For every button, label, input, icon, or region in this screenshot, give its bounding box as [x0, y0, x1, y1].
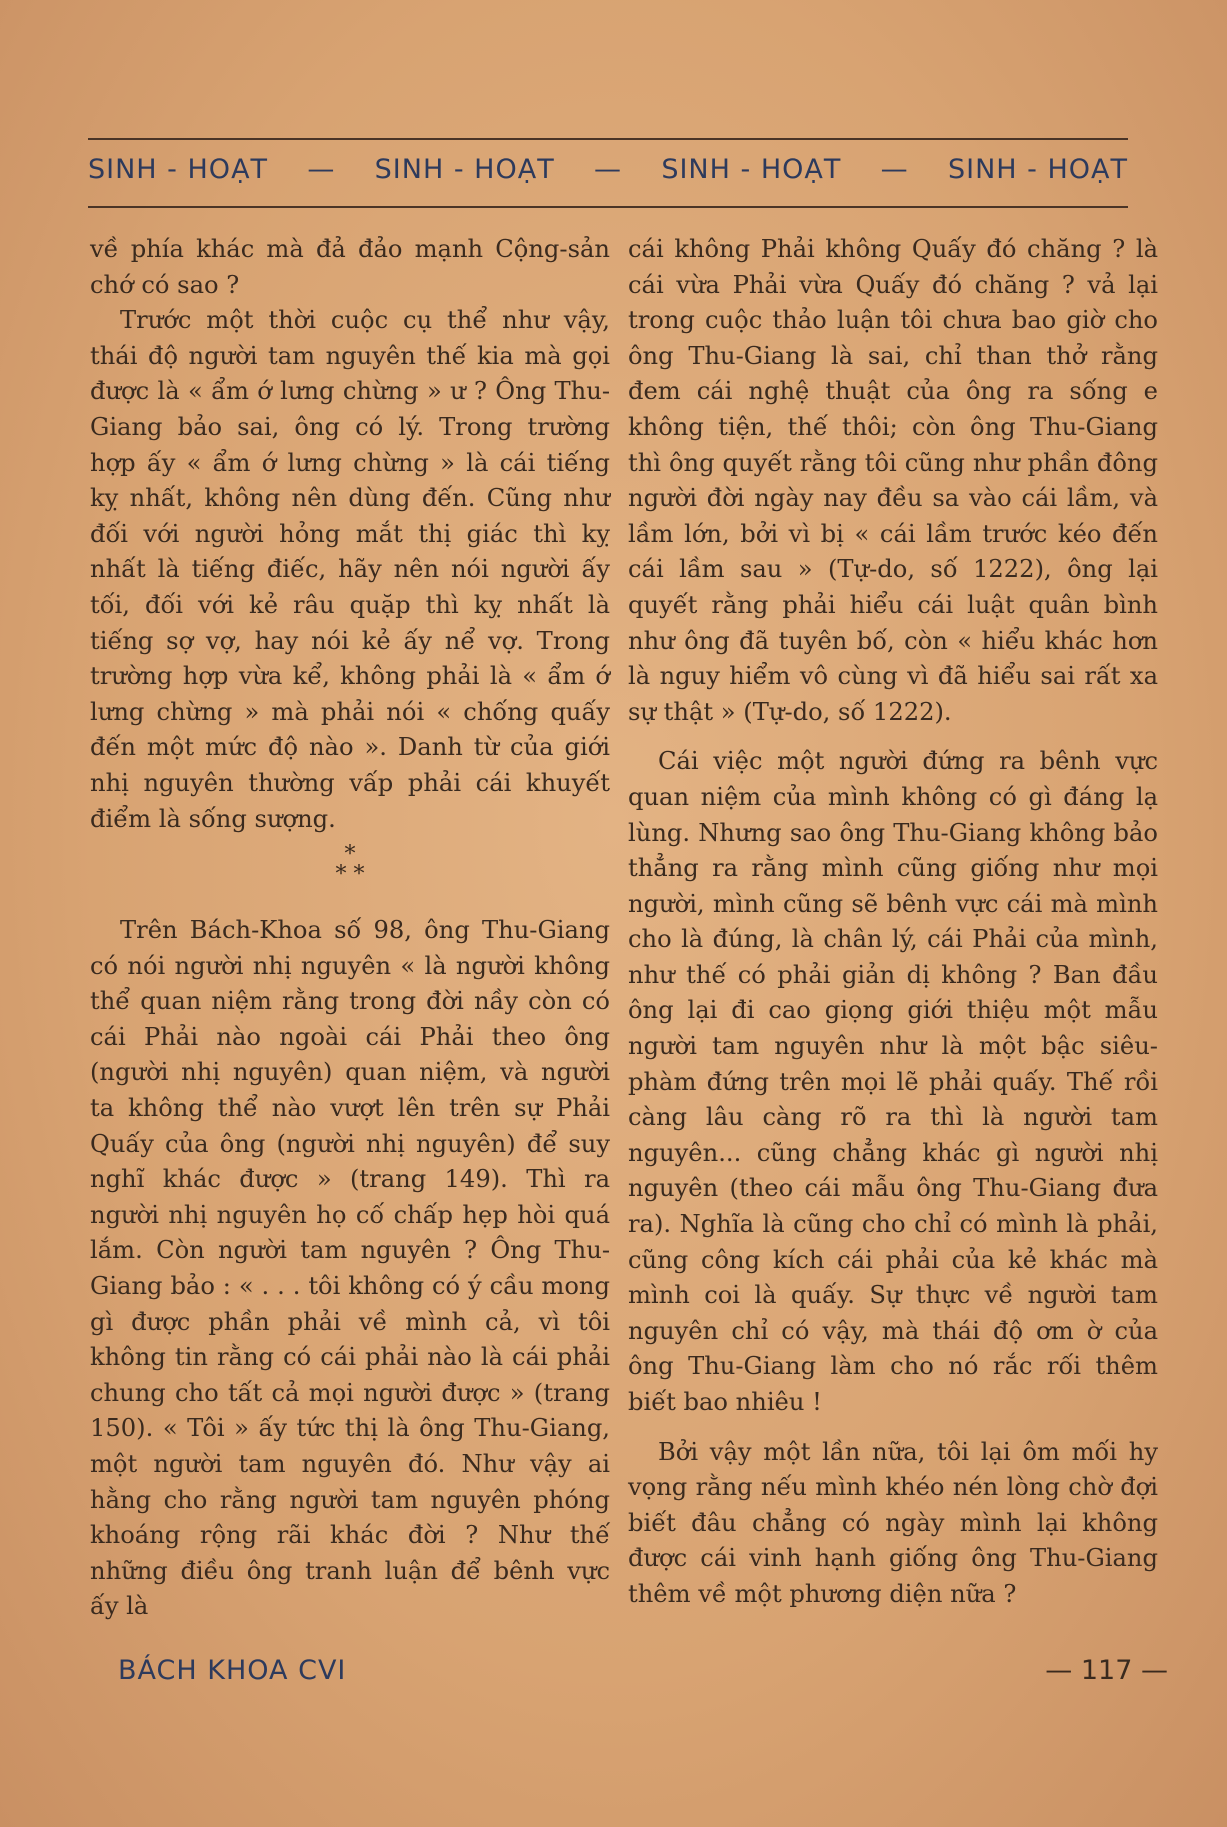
paragraph: Cái việc một người đứng ra bênh vực quan niệm của mình không có gì đáng lạ lùng. Nhưng sao ông Thu-Giang không bảo thẳng ra rằng mình cũng giống như mọi người, mình cũng sẽ bênh vực cái mà mình cho là đúng, là chân lý, cái Phải của mình, như thế có phải giản dị không ? Ban đầu ông lại đi cao giọng giới thiệu một mẫu người tam nguyên như là một bậc siêu-phàm đứng trên mọi lẽ phải quấy. Thế rồi càng lâu càng rõ ra thì là người tam nguyên... cũng chẳng khác gì người nhị nguyên (theo cái mẫu ông Thu-Giang đưa ra). Nghĩa là cũng cho chỉ có mình là phải, cũng công kích cái phải của kẻ khác mà mình coi là quấy. Sự thực về người tam nguyên chỉ có vậy, mà thái độ ơm ờ của ông Thu-Giang làm cho nó rắc rối thêm biết bao nhiêu ! [628, 747, 1158, 1416]
paragraph: Bởi vậy một lần nữa, tôi lại ôm mối hy vọng rằng nếu mình khéo nén lòng chờ đợi biết đâu chẳng có ngày mình lại không được cái vinh hạnh giống ông Thu-Giang thêm về một phương diện nữa ? [628, 1437, 1158, 1608]
header-label: SINH - HOẠT [661, 154, 842, 185]
paragraph: Trước một thời cuộc cụ thể như vậy, thái độ người tam nguyên thế kia mà gọi được là « ẩm ớ lưng chừng » ư ? Ông Thu-Giang bảo sai, ông có lý. Trong trường hợp ấy « ẩm ớ lưng chừng » là cái tiếng kỵ nhất, không nên dùng đến. Cũng như đối với người hỏng mắt thị giác thì kỵ nhất là tiếng điếc, hãy nên nói người ấy tối, đối với kẻ râu quặp thì kỵ nhất là tiếng sợ vợ, hay nói kẻ ấy nể vợ. Trong trường hợp vừa kể, không phải là « ẩm ớ lưng chừng » mà phải nói « chống quấy đến một mức độ nào ». Danh từ của giới nhị nguyên thường vấp phải cái khuyết điểm là sống sượng. [90, 306, 610, 833]
header-label: SINH - HOẠT [374, 154, 555, 185]
right-column [628, 232, 1158, 1613]
magazine-name: BÁCH KHOA CVI [118, 1655, 347, 1686]
stars-top: * [344, 842, 356, 868]
page-number: — 117 — [1045, 1655, 1168, 1686]
stars-bottom: * * [335, 862, 365, 888]
header-label: SINH - HOẠT [947, 154, 1128, 185]
header-rule-bottom [88, 206, 1128, 208]
paragraph: cái không Phải không Quấy đó chăng ? là cái vừa Phải vừa Quấy đó chăng ? vả lại trong cuộc thảo luận tôi chưa bao giờ cho ông Thu-Giang là sai, chỉ than thở rằng đem cái nghệ thuật của ông ra sống e không tiện, thế thôi; còn ông Thu-Giang thì ông quyết rằng tôi cũng như phần đông người đời ngày nay đều sa vào cái lầm, và lầm lớn, bởi vì bị « cái lầm trước kéo đến cái lầm sau » (Tự-do, số 1222), ông lại quyết rằng phải hiểu cái luật quân bình như ông đã tuyên bố, còn « hiểu khác hơn là nguy hiểm vô cùng vì đã hiểu sai rất xa sự thật » (Tự-do, số 1222). [628, 235, 1158, 726]
paragraph: Trên Bách-Khoa số 98, ông Thu-Giang có nói người nhị nguyên « là người không thể quan niệm rằng trong đời nầy còn có cái Phải nào ngoài cái Phải theo ông (người nhị nguyên) quan niệm, và người ta không thể nào vượt lên trên sự Phải Quấy của ông (người nhị nguyên) để suy nghĩ khác được » (trang 149). Thì ra người nhị nguyên họ cố chấp hẹp hòi quá lắm. Còn người tam nguyên ? Ông Thu-Giang bảo : « . . . tôi không có ý cầu mong gì được phần phải về mình cả, vì tôi không tin rằng có cái phải nào là cái phải chung cho tất cả mọi người được » (trang 150). « Tôi » ấy tức thị là ông Thu-Giang, một người tam nguyên đó. Như vậy ai hằng cho rằng người tam nguyên phóng khoáng rộng rãi khác đời ? Như thế những điều ông tranh luận để bênh vực ấy là [90, 916, 610, 1621]
header-dash: — [880, 154, 909, 185]
header-label: SINH - HOẠT [88, 154, 269, 185]
page-footer [118, 1655, 1168, 1695]
section-break [90, 842, 610, 888]
header-dash: — [307, 154, 336, 185]
left-column [90, 232, 610, 1625]
section-header [88, 138, 1128, 210]
paragraph: về phía khác mà đả đảo mạnh Cộng-sản chớ có sao ? [90, 235, 610, 299]
header-rule-top [88, 138, 1128, 140]
header-row [88, 154, 1128, 185]
header-dash: — [594, 154, 622, 185]
